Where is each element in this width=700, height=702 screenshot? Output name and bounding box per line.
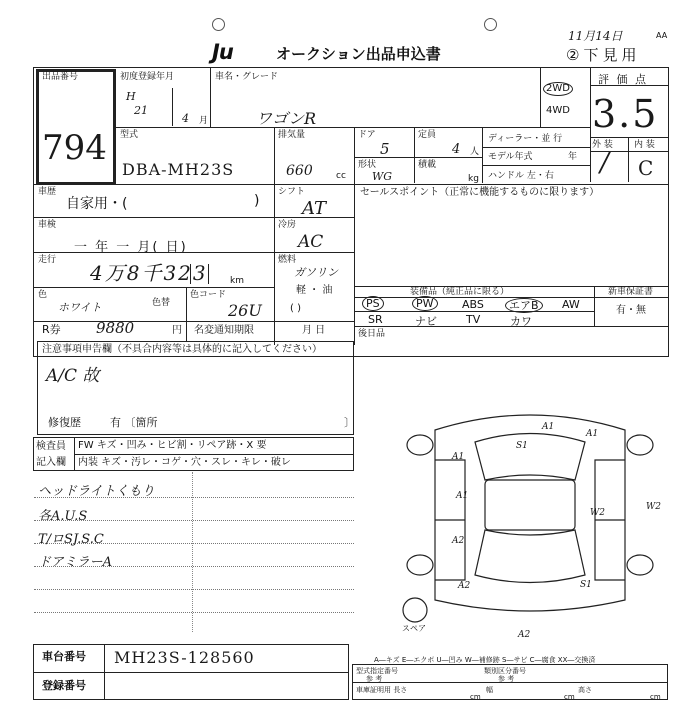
name-change-label: 名変通知期限 (194, 325, 254, 336)
diag-mark: A2 (452, 536, 465, 546)
footer-cm-2: cm (564, 693, 575, 701)
remark-line (34, 497, 354, 498)
fuel-value1: ガソリン (294, 266, 338, 279)
model-year-unit: 年 (568, 152, 578, 162)
displacement-label: 排気量 (278, 130, 306, 140)
ac-label: 冷房 (278, 220, 297, 230)
doors-label: ドア (358, 130, 376, 140)
divider (33, 321, 354, 322)
diag-mark: A1 (456, 491, 469, 501)
footer-type-spec: 型式指定番号 (356, 667, 398, 675)
divider (482, 147, 590, 148)
divider (210, 67, 211, 127)
first-reg-month: 4 (182, 112, 189, 125)
doors-value: 5 (380, 140, 390, 158)
shape-label: 形状 (358, 160, 377, 170)
interior-label: 内 装 (634, 140, 655, 150)
divider (33, 672, 349, 673)
divider (594, 286, 595, 326)
legend: A―キズ E―エクボ U―凹み W―補修跡 S―サビ C―腐食 XX―交換済 (374, 656, 596, 664)
divider (33, 287, 274, 288)
diag-mark: A1 (542, 422, 555, 432)
chassis-value: MH23S-128560 (114, 648, 255, 667)
remark-1: ヘッドライトくもり (38, 484, 155, 499)
shift-value: AT (302, 198, 327, 219)
model-year-label: モデル年式 (488, 152, 533, 162)
inspector-label1: 検査員 (36, 441, 66, 452)
displacement-unit: cc (336, 171, 346, 181)
first-reg-month-suffix: 月 (199, 116, 209, 126)
warranty-value: 有・無 (616, 305, 646, 316)
color-code: 26U (228, 301, 262, 320)
equip-pw: PW (412, 297, 438, 310)
lot-number: 794 (42, 128, 107, 168)
color-label: 色 (38, 290, 48, 300)
divider (482, 127, 483, 183)
load-unit: kg (468, 174, 479, 184)
diag-mark: S1 (580, 580, 592, 590)
equip-abs: ABS (462, 298, 484, 311)
divider (192, 472, 193, 632)
divider (354, 157, 482, 158)
repair-close: 〕 (344, 416, 355, 429)
shift-label: シフト (278, 187, 306, 197)
footer-cm-1: cm (470, 693, 481, 701)
notes-box (37, 341, 354, 435)
inspection-value: 一 年 一 月( 日) (74, 240, 188, 255)
remark-line (34, 520, 354, 521)
equipment-label: 装備品（純正品に限る） (410, 287, 510, 297)
mileage-label: 走行 (38, 255, 57, 265)
equip-sr: SR (368, 313, 383, 326)
diag-mark: A1 (452, 452, 465, 462)
divider (482, 165, 590, 166)
header-date: 11月14日 (568, 29, 623, 43)
load-label: 積載 (418, 160, 437, 170)
divider (74, 454, 354, 455)
rating-value: 3.5 (592, 92, 659, 136)
rating-label: 評 価 点 (598, 73, 648, 86)
divider (186, 287, 187, 321)
color-value: ホワイト (58, 301, 102, 314)
divider (352, 682, 668, 683)
diag-mark: A2 (458, 581, 471, 591)
capacity-value: 4 (452, 142, 461, 157)
ac-value: AC (298, 232, 324, 252)
chassis-label: 車台番号 (42, 650, 86, 663)
warranty-label: 新車保証書 (608, 287, 654, 297)
diag-mark: A1 (586, 429, 599, 439)
footer-class-num: 類別区分番号 (484, 667, 526, 675)
footer-cm-3: cm (650, 693, 661, 701)
divider (33, 217, 354, 218)
company-logo: Ju (212, 40, 233, 64)
car-name-value: ワゴンR (256, 109, 317, 128)
remark-4: ドアミラーA (38, 555, 112, 570)
footer-width: 幅 (486, 686, 493, 694)
remark-line (34, 612, 354, 613)
remark-3: T/ロSJ.S.C (38, 532, 104, 547)
capacity-unit: 人 (470, 147, 480, 157)
shape-value: WG (372, 170, 393, 183)
sales-points-label: セールスポイント（正常に機能するものに限ります） (360, 187, 600, 198)
history-label: 車歴 (38, 187, 57, 197)
remark-2: 各A.U.S (38, 509, 88, 524)
equip-aw: AW (562, 298, 580, 311)
equip-ps: PS (362, 297, 384, 310)
recycle-unit: 円 (172, 325, 182, 336)
registration-label: 登録番号 (42, 679, 86, 692)
divider (172, 88, 173, 126)
divider (590, 85, 669, 86)
punch-hole-right (484, 18, 497, 31)
divider (590, 137, 669, 138)
inspection-label: 車検 (38, 220, 57, 230)
remark-line (34, 589, 354, 590)
divider (354, 326, 669, 327)
divider (354, 311, 594, 312)
handle-label: ハンドル 左・右 (488, 171, 554, 181)
divider (116, 127, 590, 128)
mileage-unit: km (230, 276, 244, 286)
exterior-grade: / (600, 148, 609, 178)
repair-label: 修復歴 (48, 416, 81, 429)
form-frame (33, 67, 669, 357)
drive-2wd: 2WD (543, 82, 573, 96)
history-value: 自家用・( (66, 196, 128, 212)
footer-ref-2: 参 考 (498, 675, 515, 683)
first-reg-era: H (126, 90, 136, 103)
drive-4wd: 4WD (546, 105, 570, 116)
first-reg-label: 初度登録年月 (120, 72, 175, 82)
notes-value: A/C 故 (46, 366, 100, 386)
diag-mark: W2 (590, 508, 605, 518)
repair-value: 有 〔箇所 (110, 416, 158, 429)
recycle-label: R券 (42, 323, 61, 336)
footer-ref-1: 参 考 (366, 675, 383, 683)
history-close: ) (254, 193, 260, 209)
spare-label: スペア (402, 624, 426, 633)
divider (628, 137, 629, 182)
post-install-label: 後日品 (358, 329, 386, 339)
color-change-label: 色替 (152, 298, 171, 308)
footer-height: 高さ (578, 686, 592, 694)
diag-mark: A2 (518, 630, 531, 640)
fuel-value3: ( ) (290, 303, 301, 314)
lot-label: 出品番号 (42, 72, 79, 82)
divider (190, 264, 191, 284)
divider (274, 127, 275, 345)
color-code-label: 色コード (190, 290, 227, 300)
doc-type: ②下見用 (566, 46, 641, 64)
fuel-label: 燃料 (278, 255, 297, 265)
inspector-label2: 記入欄 (36, 457, 66, 468)
remark-line (34, 566, 354, 567)
equip-airbag: エアB (505, 297, 543, 313)
punch-hole-left (212, 18, 225, 31)
diag-mark: S1 (516, 441, 528, 451)
model-label: 型式 (120, 130, 139, 140)
divider (540, 67, 541, 127)
displacement-value: 660 (286, 163, 313, 179)
exterior-label: 外 装 (592, 140, 613, 150)
divider (208, 264, 209, 284)
dealer-label: ディーラー・並 行 (488, 134, 563, 144)
interior-grade: C (638, 156, 654, 180)
capacity-label: 定員 (418, 130, 437, 140)
notes-label: 注意事項申告欄（不具合内容等は具体的に記入してください） (42, 344, 322, 355)
equip-leather: カワ (510, 315, 532, 328)
divider (186, 321, 187, 341)
divider (414, 127, 415, 183)
footer-cert-length: 車庫証明用 長さ (356, 686, 408, 694)
first-reg-year: 21 (134, 104, 148, 117)
equip-tv: TV (466, 313, 481, 326)
divider (33, 184, 669, 185)
recycle-value: 9880 (96, 319, 135, 337)
divider (354, 127, 355, 345)
divider (33, 252, 354, 253)
diag-mark: W2 (646, 502, 661, 512)
name-change-value: 月 日 (302, 325, 326, 336)
inspector-row1: FW キズ・凹み・ヒビ割・リペア跡・X 要 (78, 440, 267, 451)
equip-navi: ナビ (415, 315, 437, 328)
car-name-label: 車名・グレード (215, 72, 279, 82)
model-value: DBA-MH23S (122, 160, 235, 179)
header-aa: AA (656, 31, 668, 40)
car-diagram (395, 400, 665, 640)
form-title: オークション出品申込書 (276, 45, 441, 63)
inspector-row2: 内装 キズ・汚レ・コゲ・穴・スレ・キレ・破レ (78, 457, 291, 468)
mileage-value: 4万8千323 (90, 261, 208, 285)
fuel-value2: 軽 ・ 油 (296, 285, 333, 296)
remark-line (34, 543, 354, 544)
